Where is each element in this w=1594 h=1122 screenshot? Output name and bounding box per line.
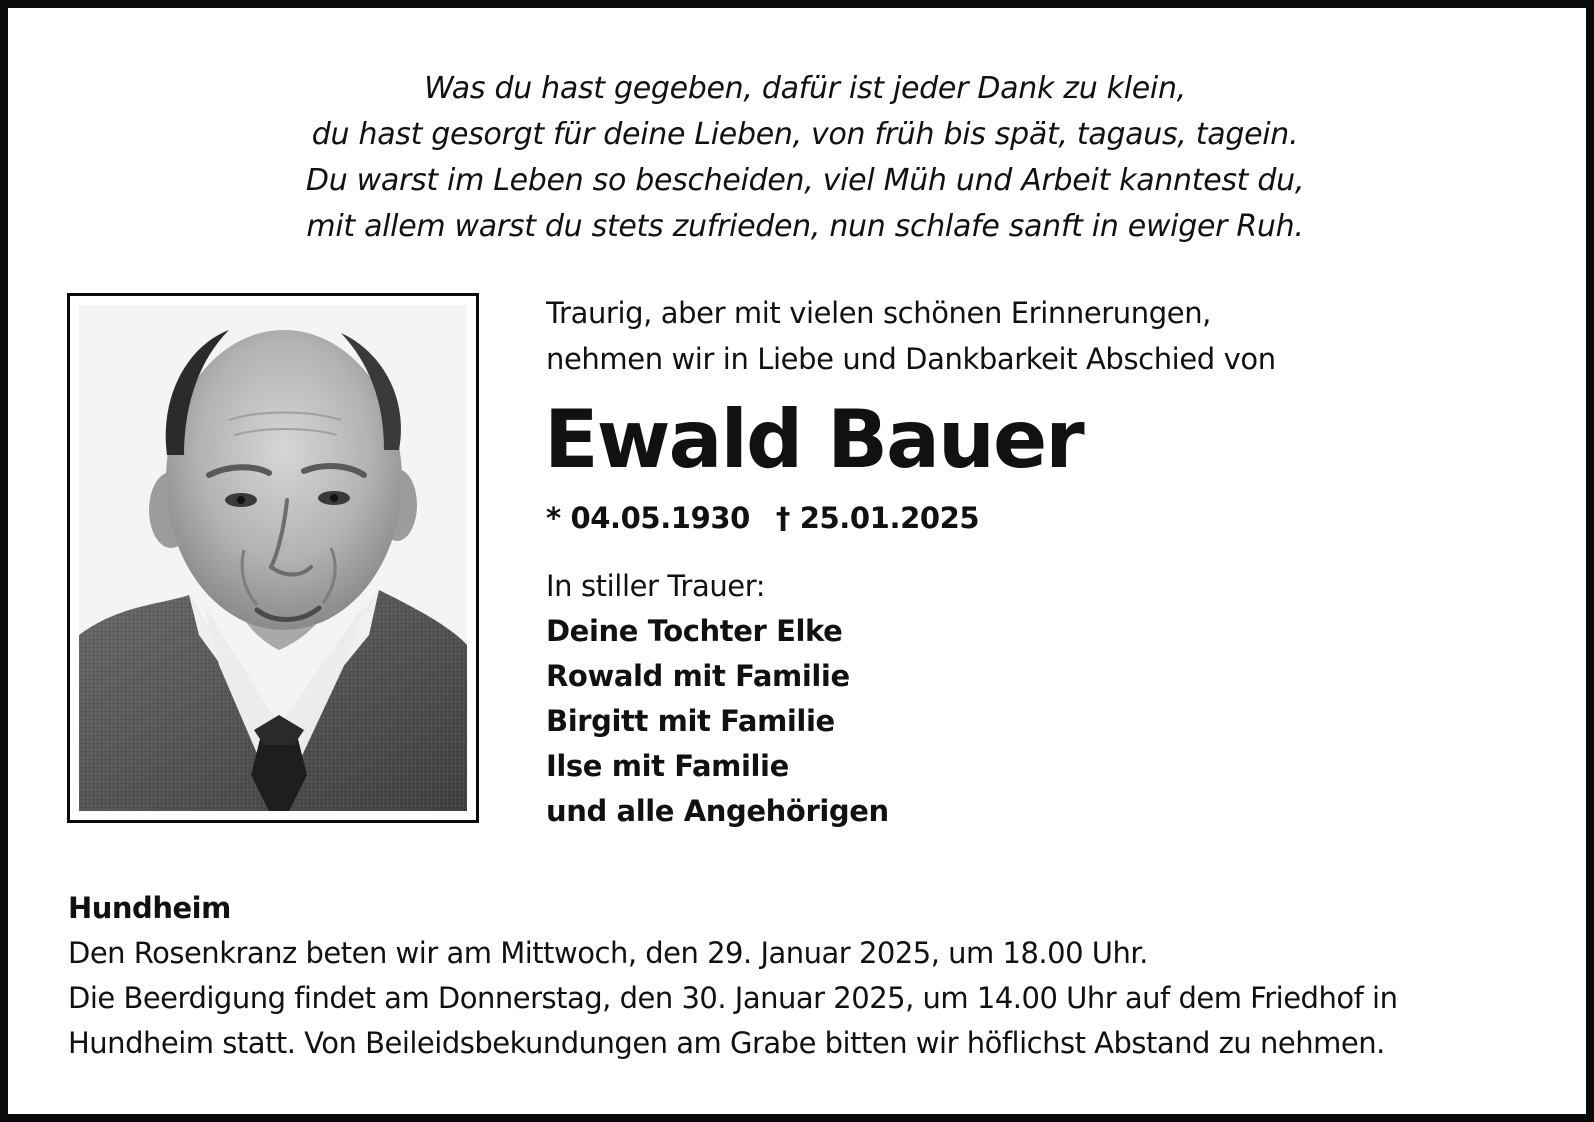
mourner-name: Rowald mit Familie (546, 659, 850, 693)
death-date: † 25.01.2025 (775, 501, 980, 535)
poem-line: Du warst im Leben so bescheiden, viel Müh und Arbeit kanntest du, (305, 163, 1305, 198)
service-line: Die Beerdigung findet am Donnerstag, den 30. Januar 2025, um 14.00 Uhr auf dem Friedhof in (68, 981, 1398, 1015)
birth-date: * 04.05.1930 (546, 501, 750, 535)
life-dates (546, 498, 979, 538)
memorial-poem (8, 66, 1594, 250)
intro-line: nehmen wir in Liebe und Dankbarkeit Abschied von (546, 342, 1276, 376)
mourner-name: und alle Angehörigen (546, 794, 889, 828)
portrait-photo (79, 305, 467, 811)
service-line: Den Rosenkranz beten wir am Mittwoch, den 29. Januar 2025, um 18.00 Uhr. (68, 936, 1148, 970)
mourner-name: Birgitt mit Familie (546, 704, 835, 738)
mourner-name: Deine Tochter Elke (546, 614, 843, 648)
place-name: Hundheim (68, 891, 231, 925)
portrait-photo-frame (67, 293, 479, 823)
mourner-name: Ilse mit Familie (546, 749, 789, 783)
deceased-name: Ewald Bauer (544, 393, 1083, 486)
mourners-heading: In stiller Trauer: (546, 569, 766, 603)
intro-line: Traurig, aber mit vielen schönen Erinnerungen, (546, 296, 1211, 330)
intro-text (546, 290, 1276, 382)
poem-line: mit allem warst du stets zufrieden, nun schlafe sanft in ewiger Ruh. (306, 209, 1304, 244)
service-line: Hundheim statt. Von Beileidsbekundungen am Grabe bitten wir höflichst Abstand zu nehmen. (68, 1026, 1385, 1060)
mourners-list (546, 564, 889, 834)
poem-line: du hast gesorgt für deine Lieben, von früh bis spät, tagaus, tagein. (311, 117, 1299, 152)
poem-line: Was du hast gegeben, dafür ist jeder Dank zu klein, (424, 71, 1186, 106)
service-details (68, 886, 1397, 1066)
